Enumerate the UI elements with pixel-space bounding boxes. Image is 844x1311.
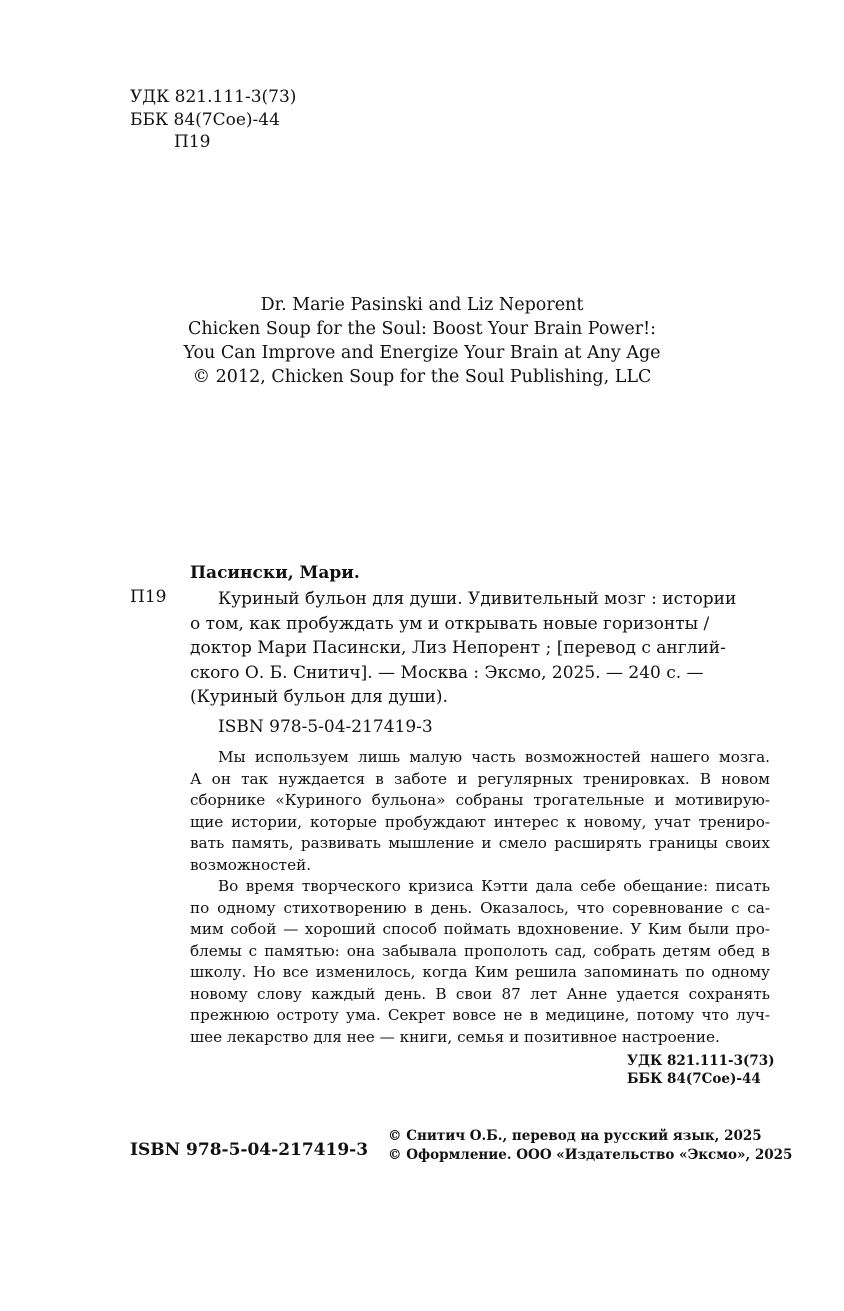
record-author: Пасински, Мари. [190, 563, 360, 583]
biblio-line: (Куриный бульон для души). [190, 687, 448, 707]
record-cutter: П19 [130, 587, 167, 607]
annotation-line: возможностей. [190, 855, 312, 874]
footer-isbn: ISBN 978-5-04-217419-3 [130, 1140, 369, 1160]
annotation-line: блемы с памятью: она забывала прополоть сад, собрать детям обед в [190, 941, 770, 960]
copyright-design: © Оформление. ООО «Издательство «Эксмо», 2025 [388, 1147, 793, 1163]
annotation-line: новому слову каждый день. В свои 87 лет Анне удается сохранять [190, 984, 770, 1003]
footer-bbk-code: ББК 84(7Сое)-44 [627, 1071, 761, 1087]
original-title-line-2: You Can Improve and Energize Your Brain at Any Age [183, 343, 661, 363]
annotation-line: шее лекарство для нее — книги, семья и позитивное настроение. [190, 1027, 720, 1046]
cutter-code: П19 [174, 132, 211, 152]
original-title-line-1: Chicken Soup for the Soul: Boost Your Brain Power!: [187, 319, 657, 339]
annotation-line: школу. Но все изменилось, когда Ким решила запоминать по одному [190, 963, 770, 981]
annotation-line: вать память, развивать мышление и смело расширять границы своих [190, 834, 770, 852]
udk-code: УДК 821.111-3(73) [130, 87, 297, 107]
copyright-translation: © Снитич О.Б., перевод на русский язык, 2025 [388, 1128, 762, 1144]
annotation-line: мим собой — хороший способ поймать вдохновение. У Ким были про- [190, 920, 770, 938]
biblio-line: ского О. Б. Снитич]. — Москва : Эксмо, 2025. — 240 с. — [190, 662, 704, 683]
original-edition-notice [0, 293, 844, 389]
copyright-block [388, 1127, 792, 1165]
biblio-line: доктор Мари Пасински, Лиз Непорент ; [перевод с англий- [190, 638, 726, 658]
annotation-line: Во время творческого кризиса Кэтти дала себе обещание: писать [218, 877, 770, 895]
original-copyright: © 2012, Chicken Soup for the Soul Publishing, LLC [192, 367, 652, 387]
original-authors: Dr. Marie Pasinski and Liz Neporent [260, 295, 584, 315]
bbk-code: ББК 84(7Сое)-44 [130, 109, 280, 130]
biblio-line: о том, как пробуждать ум и открывать новые горизонты / [190, 613, 710, 634]
annotation-line: по одному стихотворению в день. Оказалось, что соревнование с са- [190, 898, 770, 917]
annotation-line: прежнюю остроту ума. Секрет вовсе не в медицине, потому что луч- [190, 1006, 770, 1024]
annotation [190, 747, 770, 1048]
footer-udk-code: УДК 821.111-3(73) [627, 1053, 775, 1069]
record-isbn: ISBN 978-5-04-217419-3 [218, 717, 433, 737]
bibliographic-description [190, 587, 770, 710]
footer-classification-codes [627, 1052, 775, 1088]
annotation-line: А он так нуждается в заботе и регулярных тренировках. В новом [190, 769, 770, 788]
annotation-line: Мы используем лишь малую часть возможностей нашего мозга. [218, 748, 770, 766]
annotation-line: сборнике «Куриного бульона» собраны трогательные и мотивирую- [190, 791, 770, 809]
classification-codes [130, 86, 296, 154]
biblio-line: Куриный бульон для души. Удивительный мозг : истории [218, 589, 737, 609]
annotation-line: щие истории, которые пробуждают интерес к новому, учат трениро- [190, 812, 770, 831]
